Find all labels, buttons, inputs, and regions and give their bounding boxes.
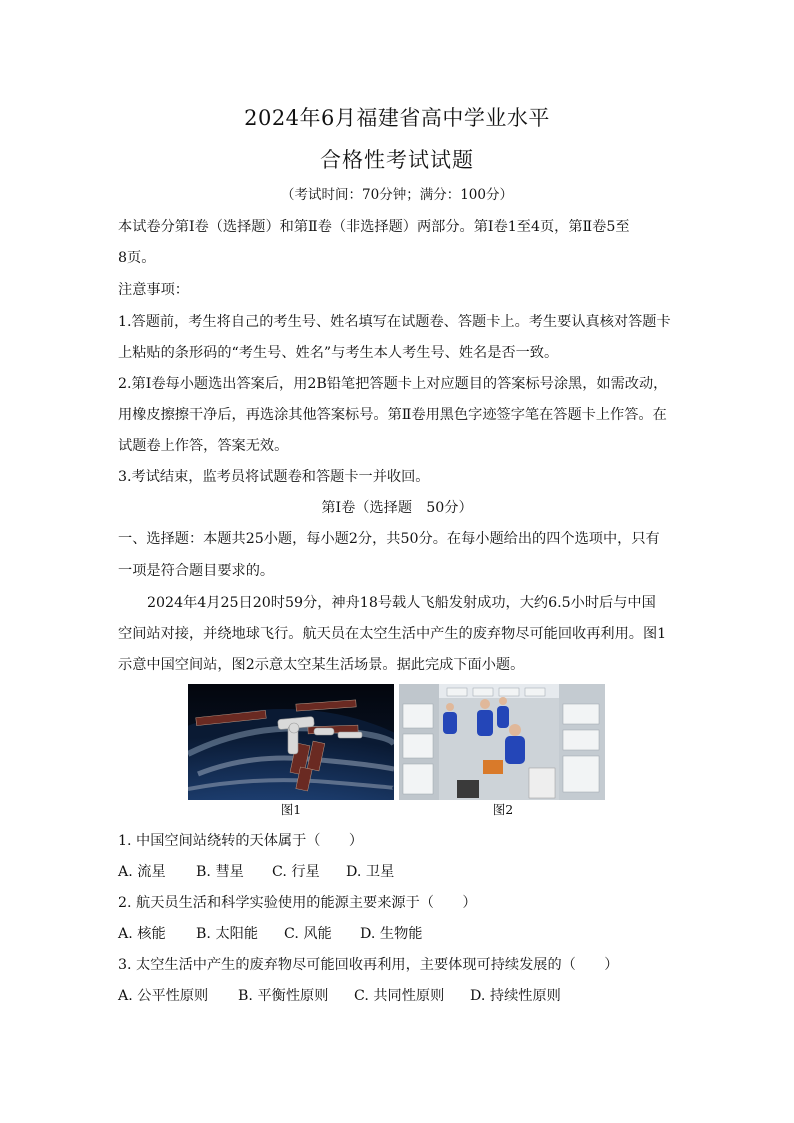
figure-space-station-image [188, 684, 394, 800]
note-1-line-1: 1.答题前，考生将自己的考生号、姓名填写在试题卷、答题卡上。考生要认真核对答题卡 [118, 314, 671, 330]
figure-2-caption: 图2 [492, 802, 514, 817]
note-2-line-2: 用橡皮擦擦干净后，再选涂其他答案标号。第Ⅱ卷用黑色字迹签字笔在答题卡上作答。在 [118, 407, 667, 423]
question-1-option-c[interactable]: C. 行星 [272, 864, 320, 880]
question-2-option-a[interactable]: A. 核能 [118, 926, 166, 942]
question-3-option-b[interactable]: B. 平衡性原则 [238, 988, 329, 1004]
question-3-option-a[interactable]: A. 公平性原则 [118, 988, 209, 1004]
section-instruction-line-2: 一项是符合题目要求的。 [118, 563, 275, 579]
question-1-option-a[interactable]: A. 流星 [118, 864, 166, 880]
question-2-option-d[interactable]: D. 生物能 [360, 926, 423, 942]
passage-line-3: 示意中国空间站，图2示意太空某生活场景。据此完成下面小题。 [118, 657, 525, 673]
intro-line-2: 8页。 [118, 250, 156, 266]
section-title: 第Ⅰ卷（选择题 50分） [321, 500, 473, 516]
page-title: 2024年6月福建省高中学业水平 [244, 106, 550, 130]
page-subtitle: 合格性考试试题 [320, 148, 474, 172]
exam-info: （考试时间：70分钟；满分：100分） [281, 187, 513, 203]
passage-line-1: 2024年4月25日20时59分，神舟18号载人飞船发射成功，大约6.5小时后与中国 [147, 595, 656, 611]
figure-astronaut-life-image [399, 684, 605, 800]
question-3-stem: 3. 太空生活中产生的废弃物尽可能回收再利用，主要体现可持续发展的（ ） [118, 957, 619, 973]
question-2-option-b[interactable]: B. 太阳能 [196, 926, 259, 942]
question-3-option-c[interactable]: C. 共同性原则 [354, 988, 445, 1004]
note-2-line-1: 2.第Ⅰ卷每小题选出答案后，用2B铅笔把答题卡上对应题目的答案标号涂黑，如需改动， [118, 376, 668, 392]
note-3-line-1: 3.考试结束，监考员将试题卷和答题卡一并收回。 [118, 469, 430, 485]
question-1-option-d[interactable]: D. 卫星 [346, 864, 395, 880]
section-instruction-line-1: 一、选择题：本题共25小题，每小题2分，共50分。在每小题给出的四个选项中，只有 [118, 531, 660, 547]
note-1-line-2: 上粘贴的条形码的“考生号、姓名”与考生本人考生号、姓名是否一致。 [118, 345, 559, 361]
question-1-stem: 1. 中国空间站绕转的天体属于（ ） [118, 833, 364, 849]
question-1-option-b[interactable]: B. 彗星 [196, 864, 244, 880]
question-2-option-c[interactable]: C. 风能 [284, 926, 332, 942]
question-2-stem: 2. 航天员生活和科学实验使用的能源主要来源于（ ） [118, 895, 477, 911]
notes-heading: 注意事项： [118, 282, 189, 298]
question-3-option-d[interactable]: D. 持续性原则 [470, 988, 561, 1004]
figure-1-caption: 图1 [280, 802, 302, 817]
intro-line-1: 本试卷分第Ⅰ卷（选择题）和第Ⅱ卷（非选择题）两部分。第Ⅰ卷1至4页，第Ⅱ卷5至 [118, 219, 630, 235]
note-2-line-3: 试题卷上作答，答案无效。 [118, 438, 289, 454]
passage-line-2: 空间站对接，并绕地球飞行。航天员在太空生活中产生的废弃物尽可能回收再利用。图1 [118, 626, 667, 642]
